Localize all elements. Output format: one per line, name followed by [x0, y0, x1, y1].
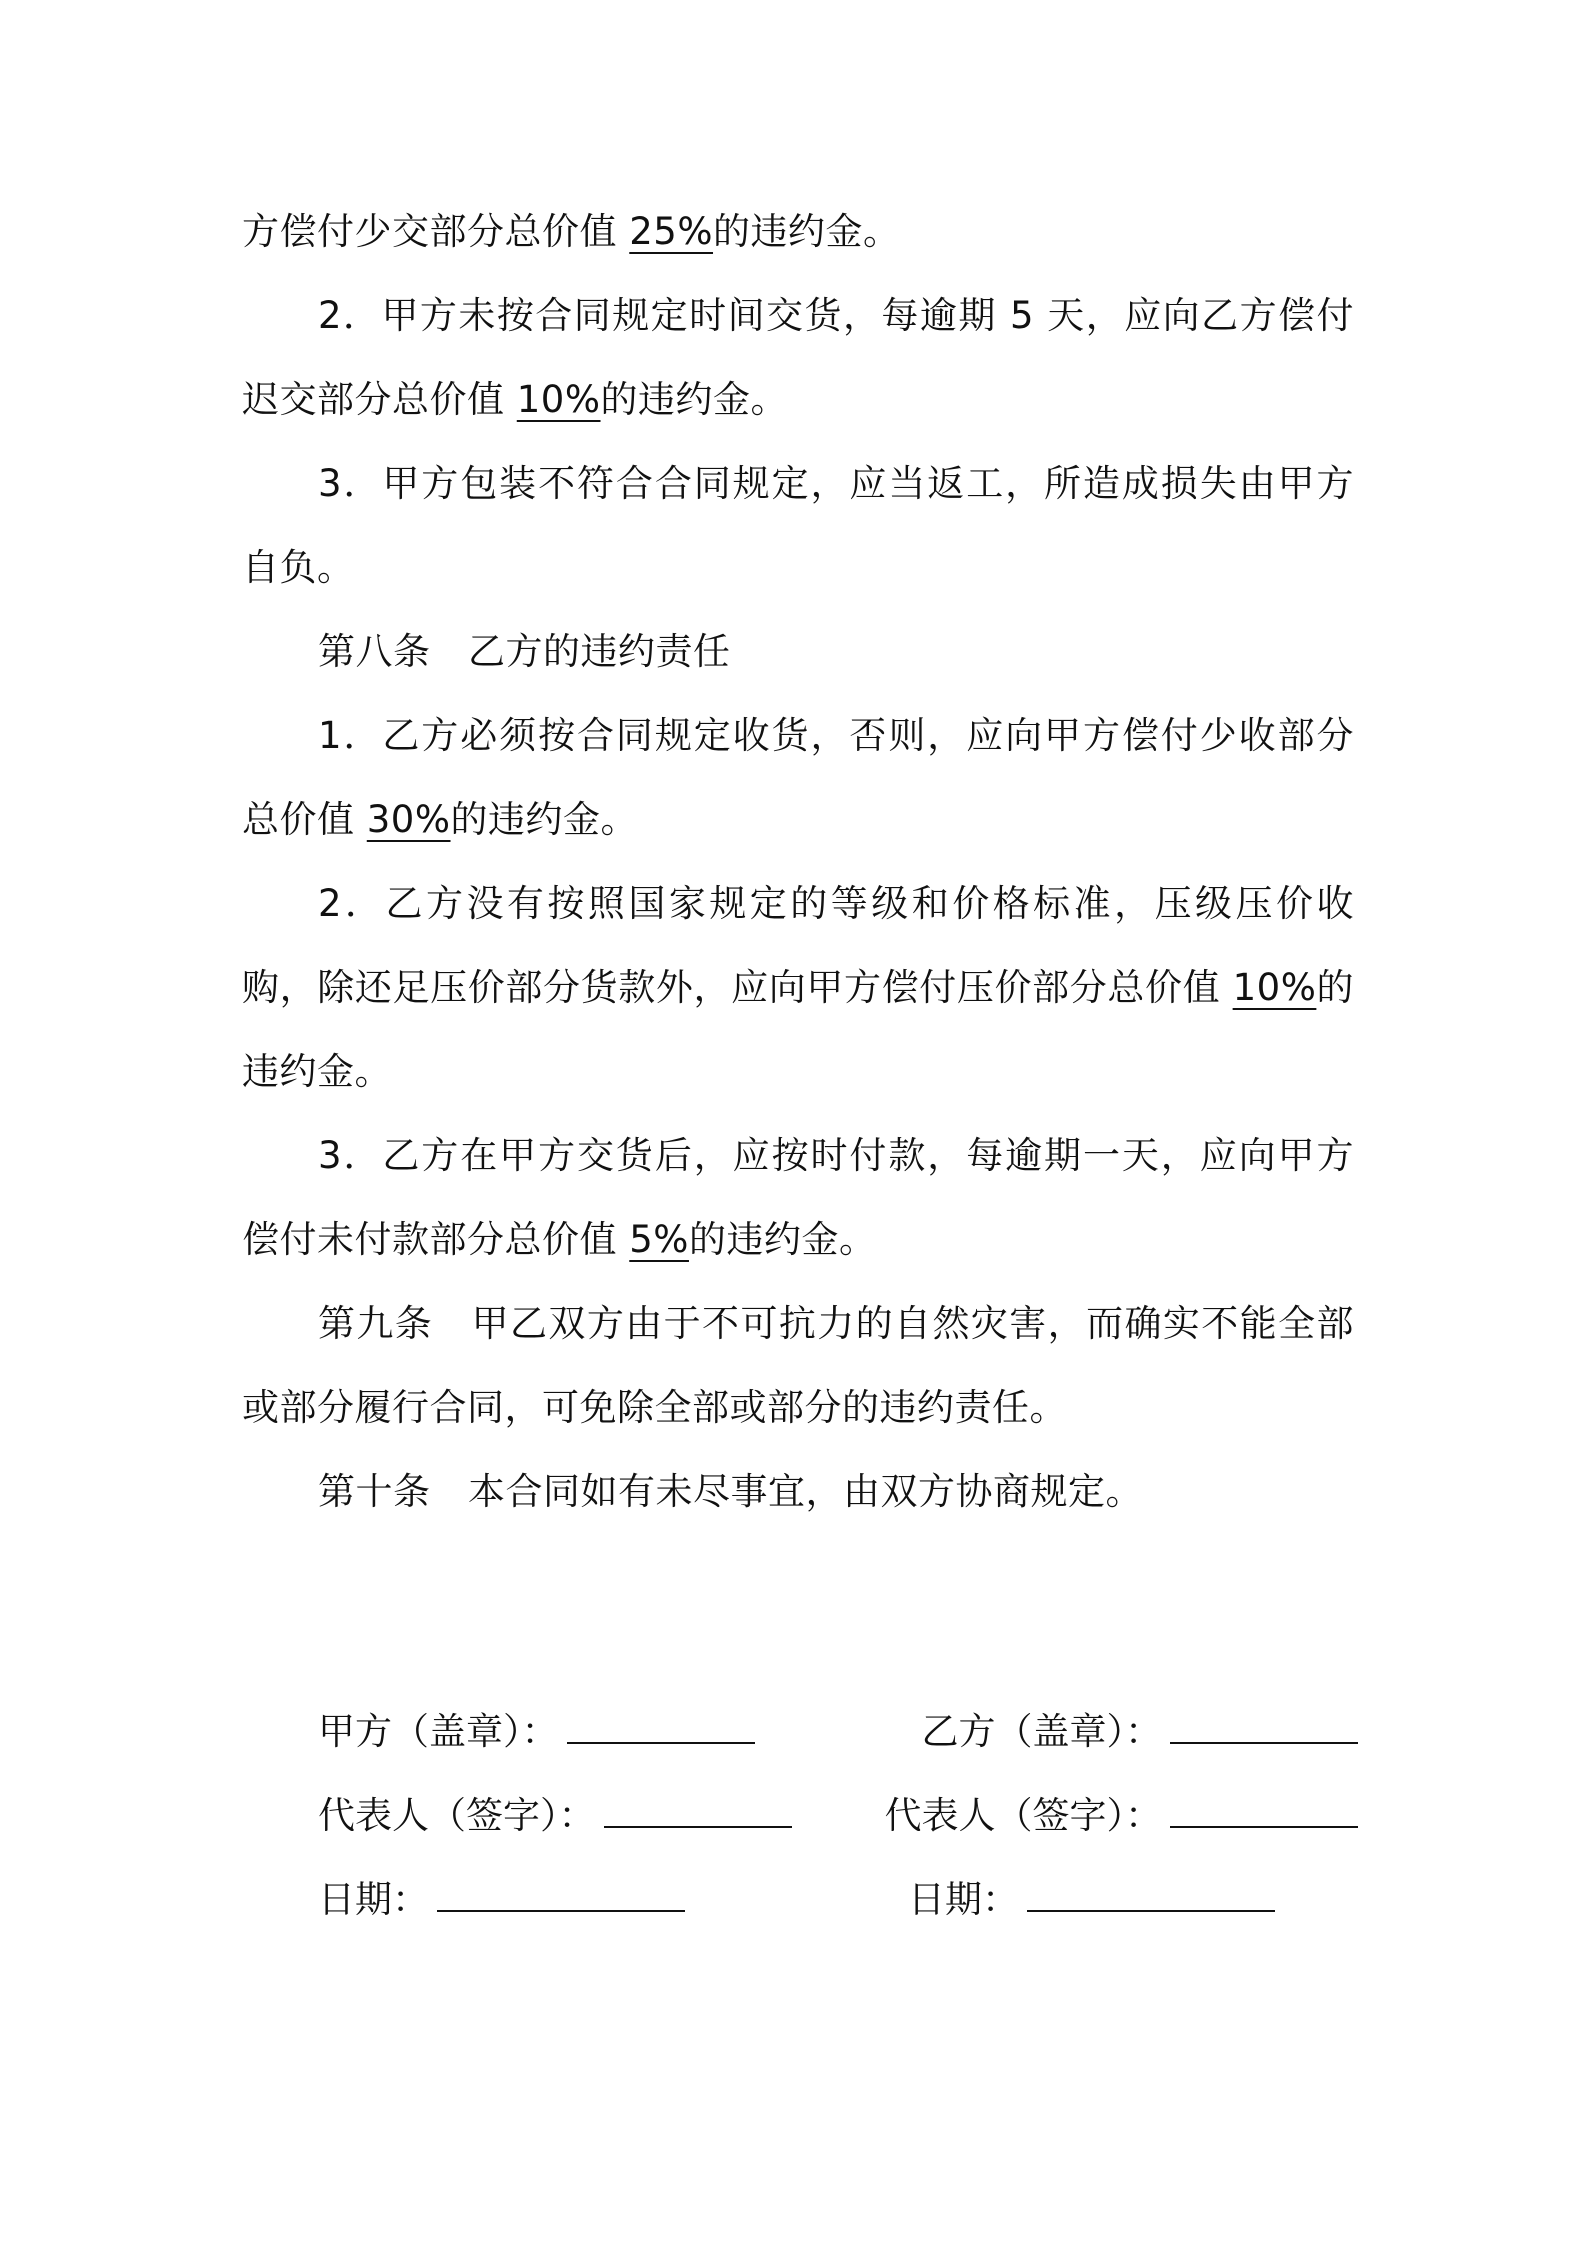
clause-paragraph: [242, 610, 1354, 694]
clause-text: 2．甲方未按合同规定时间交货，每逾期 5 天，应向乙方偿付迟交部分总价值: [242, 294, 1354, 421]
party-a-date-label: 日期：: [318, 1878, 429, 1921]
penalty-rate: 10%: [1232, 966, 1317, 1009]
party-a-seal-label: 甲方（盖章）：: [318, 1710, 559, 1753]
penalty-rate: 10%: [516, 378, 601, 421]
clause-text: 方偿付少交部分总价值: [242, 210, 630, 253]
clause-text: 的违约金。: [713, 210, 901, 253]
party-a-rep-label: 代表人（签字）：: [318, 1794, 596, 1837]
signature-block: [318, 1690, 1358, 1942]
party-b-seal: [922, 1690, 1359, 1774]
clause-text: 的违约金。: [600, 378, 789, 421]
clause-text: 第八条 乙方的违约责任: [318, 630, 731, 673]
party-a-seal-blank[interactable]: [567, 1712, 755, 1744]
party-b-rep-blank[interactable]: [1170, 1796, 1358, 1828]
party-a-seal: [318, 1690, 755, 1774]
penalty-rate: 25%: [629, 210, 714, 253]
party-b-representative: [885, 1774, 1359, 1858]
party-b-date-label: 日期：: [908, 1878, 1019, 1921]
party-a-date: [318, 1858, 685, 1942]
party-b-date-blank[interactable]: [1027, 1880, 1275, 1912]
date-row: [318, 1858, 1358, 1942]
party-b-rep-label: 代表人（签字）：: [884, 1794, 1162, 1837]
clause-paragraph: [242, 274, 1354, 442]
clause-text: 第九条 甲乙双方由于不可抗力的自然灾害，而确实不能全部或部分履行合同，可免除全部或部分的违约责任。: [242, 1302, 1354, 1429]
clause-text: 1．乙方必须按合同规定收货，否则，应向甲方偿付少收部分总价值: [242, 714, 1354, 841]
clause-paragraph: [242, 862, 1354, 1114]
clause-paragraph: [242, 1282, 1354, 1450]
clause-text: 3．甲方包装不符合合同规定，应当返工，所造成损失由甲方自负。: [242, 462, 1354, 589]
party-b-seal-label: 乙方（盖章）：: [921, 1710, 1162, 1753]
clause-text: 3．乙方在甲方交货后，应按时付款，每逾期一天，应向甲方偿付未付款部分总价值: [242, 1134, 1354, 1261]
clause-text: 的违约金。: [450, 798, 639, 841]
clause-text: 第十条 本合同如有未尽事宜，由双方协商规定。: [318, 1470, 1143, 1513]
clause-paragraph: [242, 1450, 1354, 1534]
party-a-representative: [318, 1774, 792, 1858]
clause-text: 2．乙方没有按照国家规定的等级和价格标准，压级压价收购，除还足压价部分货款外，应向甲方偿付压价部分总价值: [242, 882, 1354, 1009]
seal-row: [318, 1690, 1358, 1774]
party-b-seal-blank[interactable]: [1170, 1712, 1358, 1744]
clause-paragraph: [242, 442, 1354, 610]
party-a-rep-blank[interactable]: [604, 1796, 792, 1828]
clause-text: 的违约金。: [242, 966, 1354, 1093]
penalty-rate: 30%: [366, 798, 451, 841]
clause-paragraph: [242, 694, 1354, 862]
representative-row: [318, 1774, 1358, 1858]
penalty-rate: 5%: [629, 1218, 689, 1261]
clause-text: 的违约金。: [688, 1218, 877, 1261]
clause-paragraph: [242, 190, 1354, 274]
clause-paragraph: [242, 1114, 1354, 1282]
party-a-date-blank[interactable]: [437, 1880, 685, 1912]
party-b-date: [908, 1858, 1275, 1942]
contract-body: [242, 190, 1354, 1534]
